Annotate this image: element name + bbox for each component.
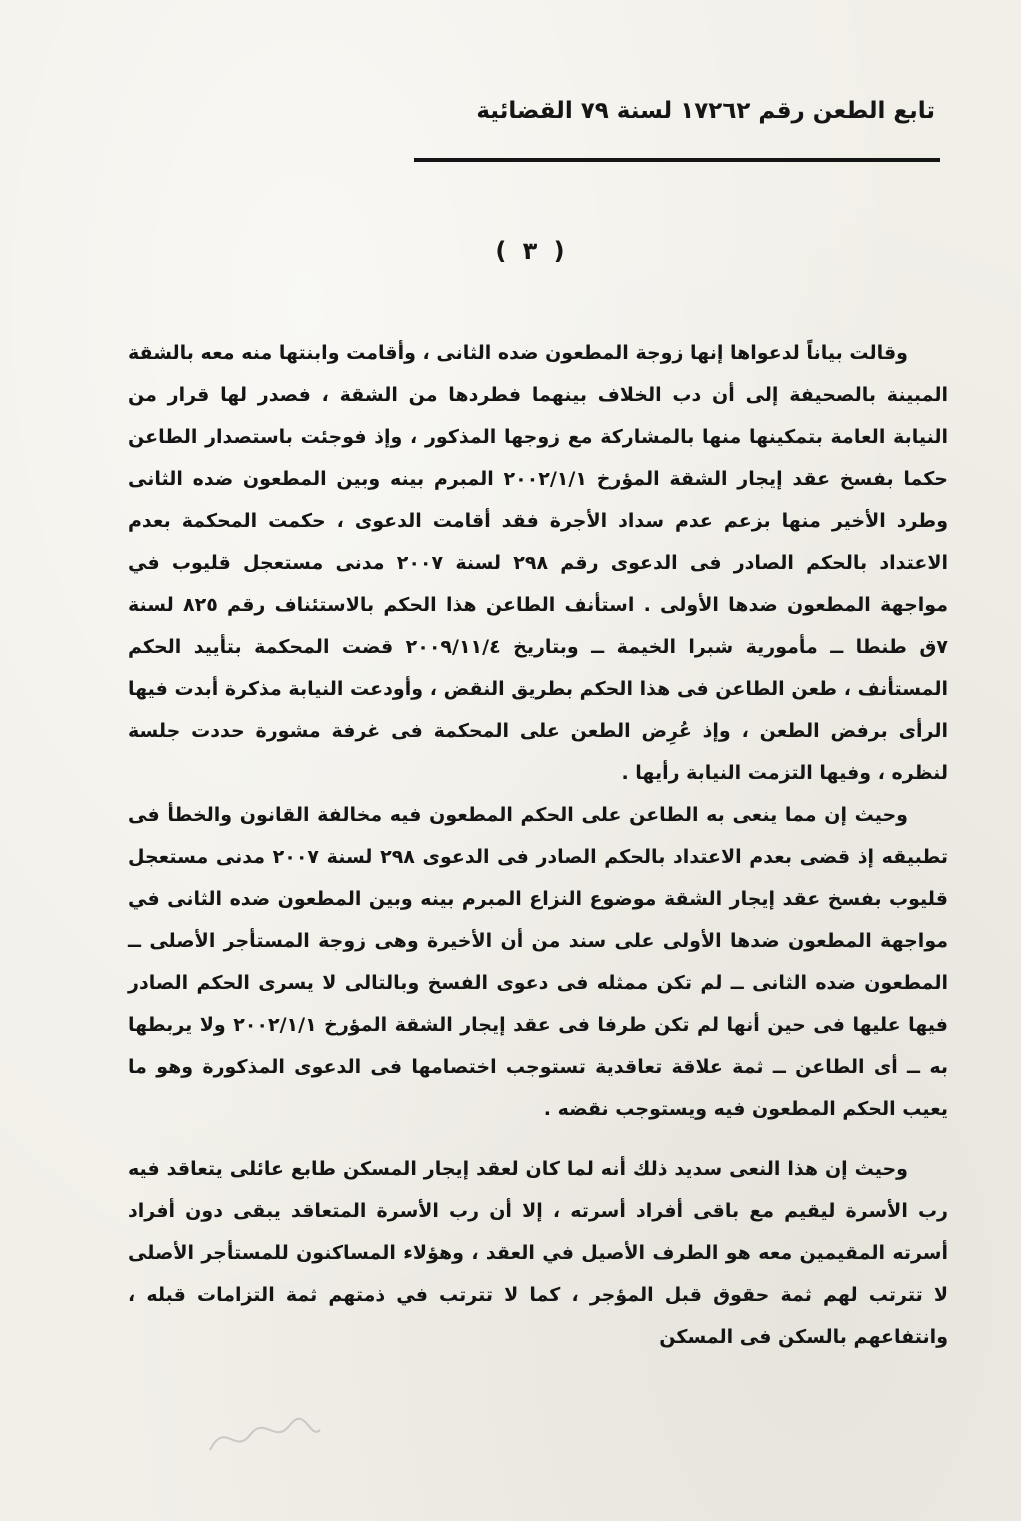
paragraph-appeal-grounds: وحيث إن مما ينعى به الطاعن على الحكم المطعون فيه مخالفة القانون والخطأ فى تطبيقه إذ قضى بعدم الاعتداد بالحكم الصادر فى الدعوى ٢٩٨ لسنة ٢٠٠٧ مدنى مستعجل قليوب بفسخ عقد إيجار الشقة موضوع النزاع المبرم بينه وبين المطعون ضده الثانى في مواجهة المطعون ضدها الأولى على سند من أن الأخيرة وهى زوجة المستأجر الأصلى ــ المطعون ضده الثانى ــ لم تكن ممثله فى دعوى الفسخ وبالتالى لا يسرى الحكم الصادر فيها عليها فى حين أنها لم تكن طرفا فى عقد إيجار الشقة المؤرخ ٢٠٠٢/١/١ ولا يربطها به ــ أى الطاعن ــ ثمة علاقة تعاقدية تستوجب اختصامها فى الدعوى المذكورة وهو ما يعيب الحكم المطعون فيه ويستوجب نقضه . <box>128 804 948 1120</box>
header-underline <box>414 158 940 162</box>
case-reference-header: تابع الطعن رقم ١٧٢٦٢ لسنة ٧٩ القضائية <box>476 98 935 124</box>
judgment-body <box>128 332 948 1358</box>
page-number: ( ٣ ) <box>495 237 565 265</box>
paragraph-facts: وقالت بياناً لدعواها إنها زوجة المطعون ضده الثانى ، وأقامت وابنتها منه معه بالشقة المبينة بالصحيفة إلى أن دب الخلاف بينهما فطردها من الشقة ، فصدر لها قرار من النيابة العامة بتمكينها منها بالمشاركة مع زوجها المذكور ، وإذ فوجئت باستصدار الطاعن حكما بفسخ عقد إيجار الشقة المؤرخ ٢٠٠٢/١/١ المبرم بينه وبين المطعون ضده الثانى وطرد الأخير منها بزعم عدم سداد الأجرة فقد أقامت الدعوى ، حكمت المحكمة بعدم الاعتداد بالحكم الصادر فى الدعوى رقم ٢٩٨ لسنة ٢٠٠٧ مدنى مستعجل قليوب في مواجهة المطعون ضدها الأولى . استأنف الطاعن هذا الحكم بالاستئناف رقم ٨٢٥ لسنة ٧ق طنطا ــ مأمورية شبرا الخيمة ــ وبتاريخ ٢٠٠٩/١١/٤ قضت المحكمة بتأييد الحكم المستأنف ، طعن الطاعن فى هذا الحكم بطريق النقض ، وأودعت النيابة مذكرة أبدت فيها الرأى برفض الطعن ، وإذ عُرِض الطعن على المحكمة فى غرفة مشورة حددت جلسة لنظره ، وفيها التزمت النيابة رأيها . <box>128 342 948 784</box>
faint-handwritten-mark <box>205 1410 325 1460</box>
paragraph-court-reasoning: وحيث إن هذا النعى سديد ذلك أنه لما كان لعقد إيجار المسكن طابع عائلى يتعاقد فيه رب الأسرة ليقيم مع باقى أفراد أسرته ، إلا أن رب الأسرة المتعاقد يبقى دون أفراد أسرته المقيمين معه هو الطرف الأصيل في العقد ، وهؤلاء المساكنون للمستأجر الأصلى لا تترتب لهم ثمة حقوق قبل المؤجر ، كما لا تترتب في ذمتهم ثمة التزامات قبله ، وانتفاعهم بالسكن فى المسكن <box>128 1158 948 1348</box>
